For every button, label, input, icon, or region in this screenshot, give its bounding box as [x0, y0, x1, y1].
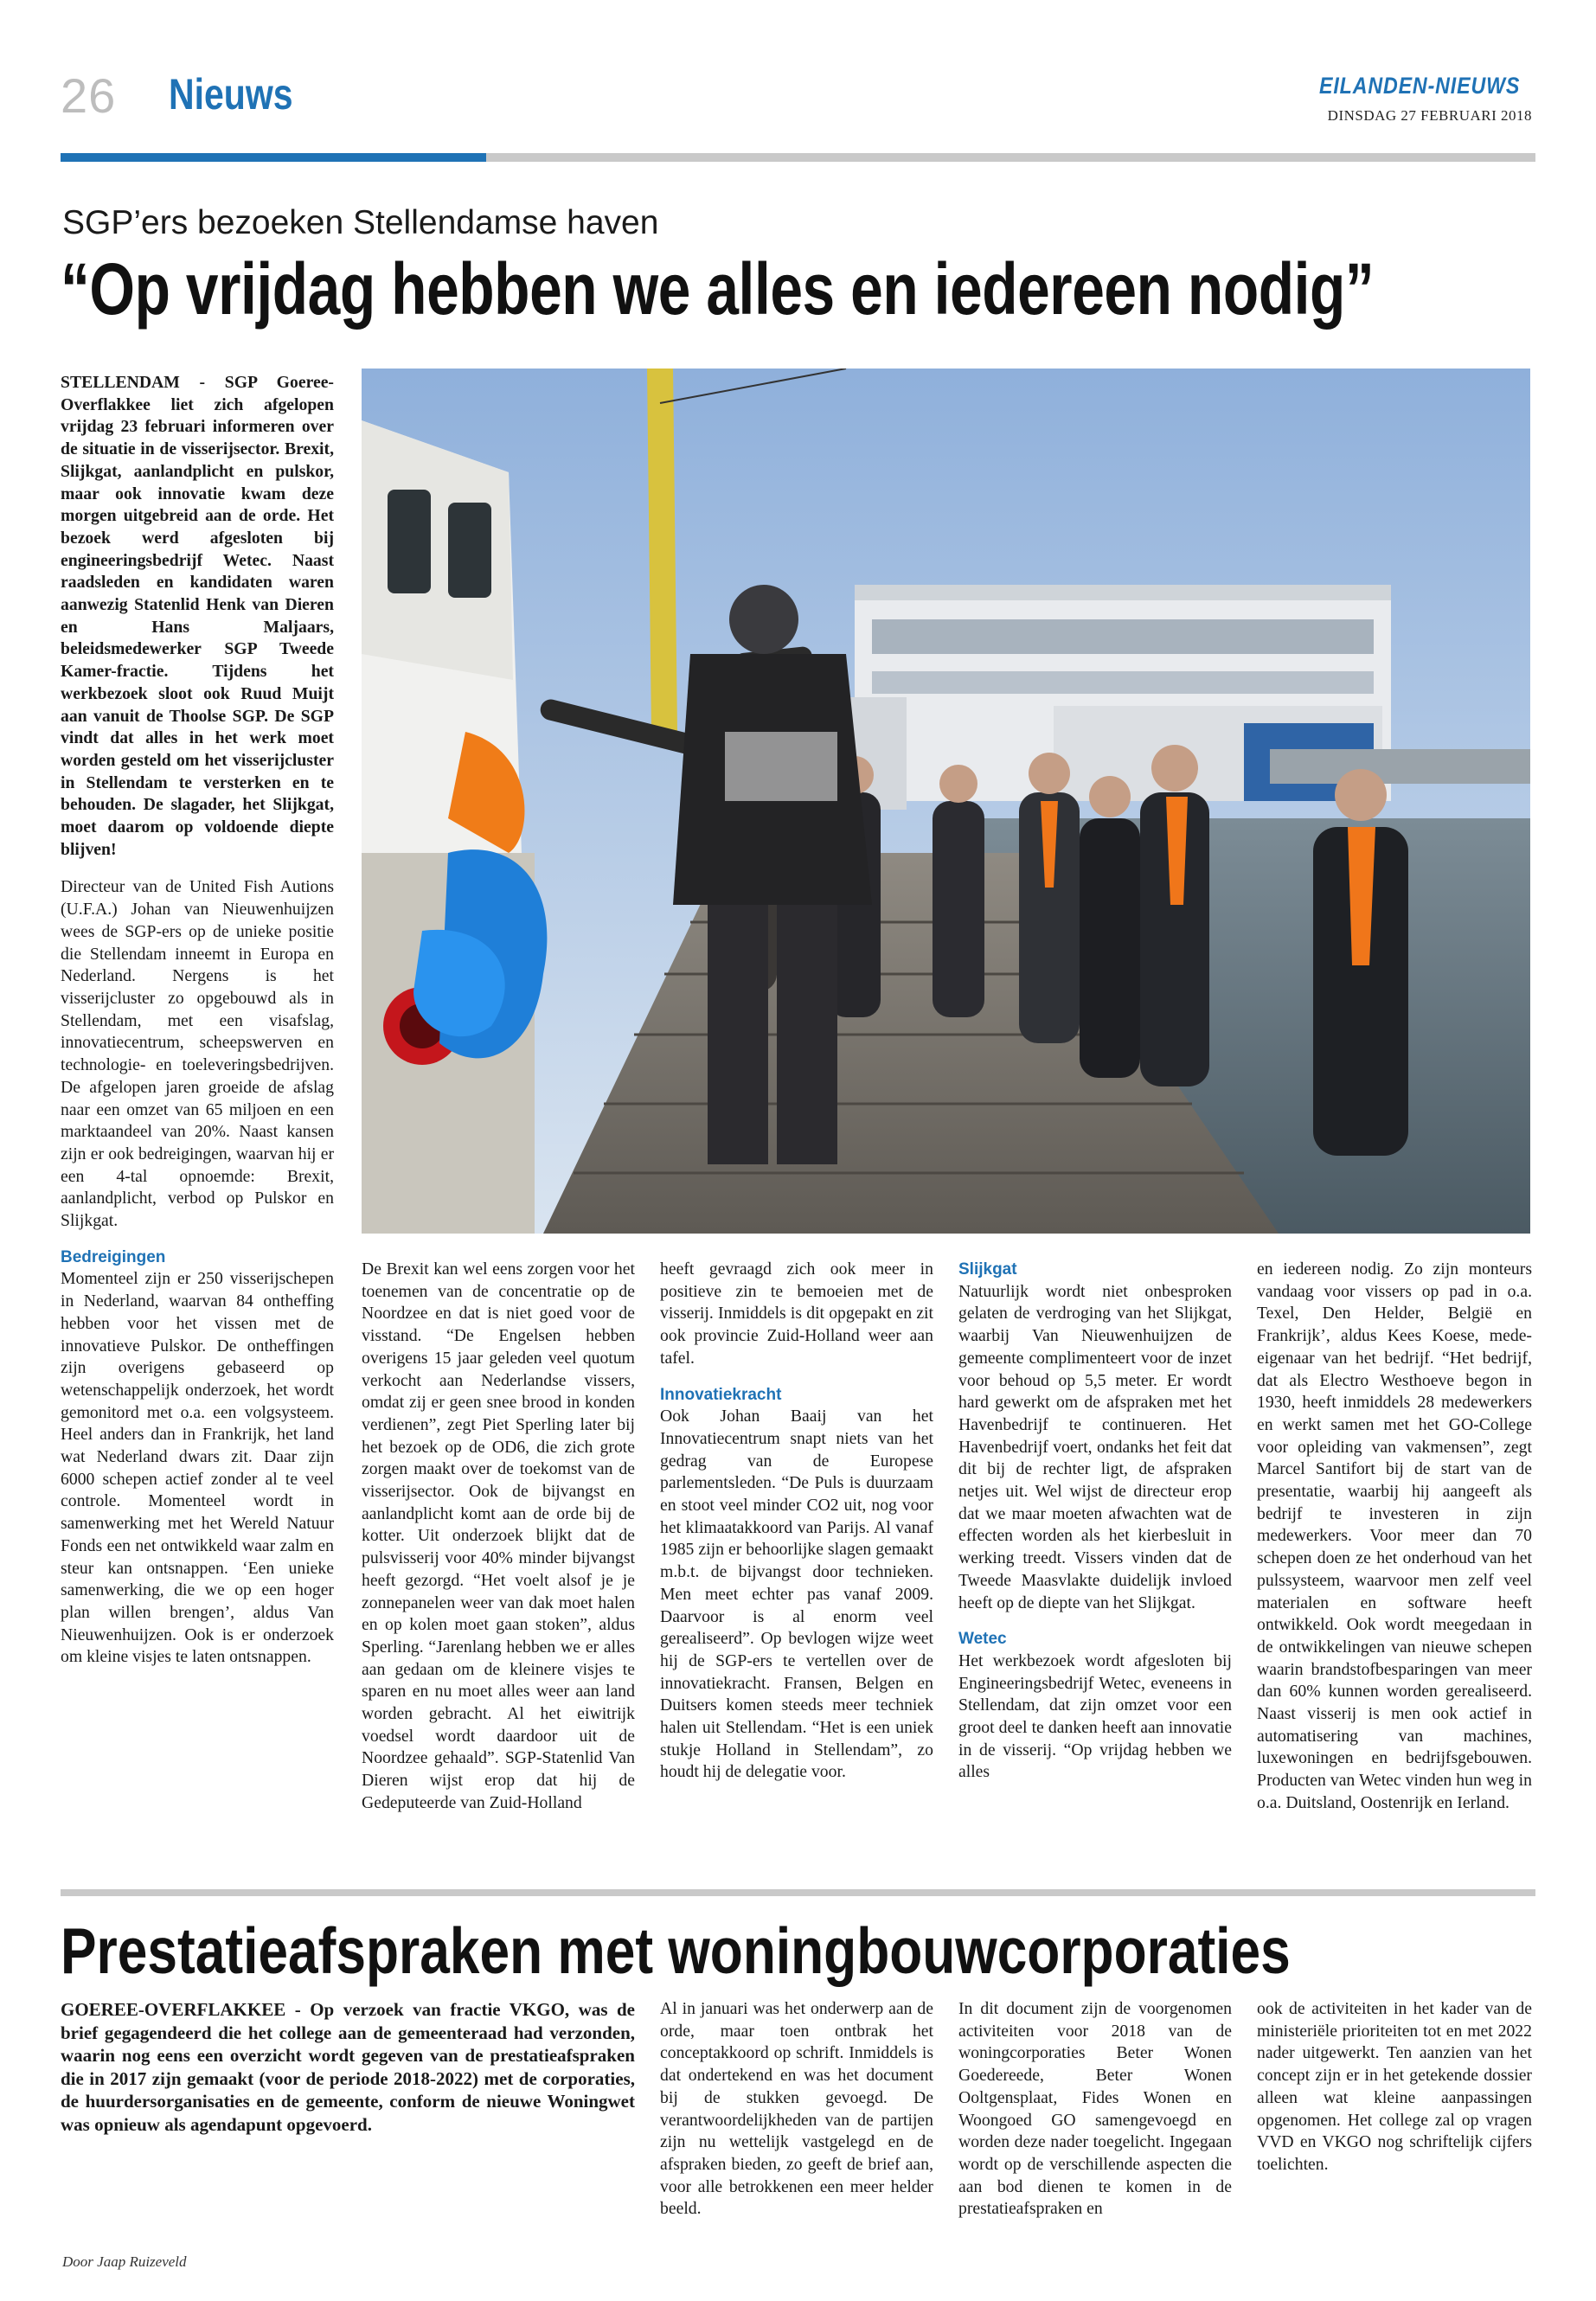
- article-paragraph: Natuurlijk wordt niet onbesproken gelaten de verdroging van het Slijkgat, waarbij Van Nieuwenhuijzen de gemeente complimenteert voor de inzet voor behoud op 5,5 meter. Er wordt hard gewerkt om de afspraken met het Havenbedrijf te continueren. Het Havenbedrijf voert, ondanks het feit dat dit bij de rechter ligt, de afspraken netjes uit. Wel wijst de directeur erop dat we maar moeten afwachten wat de effecten worden als het kierbesluit in werking treedt. Vissers vinden dat de Tweede Maasvlakte duidelijk invloed heeft op de diepte van het Slijkgat.: [958, 1281, 1232, 1612]
- article2-lead-column: [61, 1998, 635, 2136]
- article-headline: “Op vrijdag hebben we alles en iedereen nodig”: [61, 248, 1375, 330]
- article-photo: [362, 369, 1530, 1234]
- brand-logo: EILANDEN-NIEUWS: [1319, 73, 1521, 99]
- article-paragraph: heeft gevraagd zich ook meer in positieve zin te bemoeien met de visserij. Inmiddels is dit opgepakt en zit ook provincie Zuid-Holland weer aan tafel.: [660, 1259, 933, 1368]
- article-paragraph: Al in januari was het onderwerp aan de orde, maar toen ontbrak het conceptakkoord op schrift. Inmiddels is dat ondertekend en was het document bij de stukken gevoegd. De verantwoordelijkheden van de partijen zijn nu wettelijk vastgelegd en de afspraken bieden, zo geeft de brief aan, voor alle betrokkenen een meer helder beeld.: [660, 1999, 933, 2219]
- article-paragraph: Directeur van de United Fish Autions (U.F.A.) Johan van Nieuwenhuijzen wees de SGP-ers op de unieke positie die Stellendam inneemt in Europa en Nederland. Nergens is het visserijcluster zo opgebouwd als in Stellendam, met een visafslag, innovatiecentrum, scheepswerven en technologie- en toeleveringsbedrijven. De afgelopen jaren groeide de afslag naar een omzet van 65 miljoen en een marktaandeel van 20%. Naast kansen zijn er ook bedreigingen, waarvan hij er een 4-tal opnoemde: Brexit, aanlandplicht, verbod op Pulskor en Slijkgat.: [61, 877, 334, 1231]
- article-divider: [61, 1889, 1535, 1896]
- article-lead: STELLENDAM - SGP Goeree-Overflakkee liet zich afgelopen vrijdag 23 februari informeren over de situatie in de visserijsector. Brexit, Slijkgat, aanlandplicht en pulskor, maar ook innovatie kwam deze morgen uitgebreid aan de orde. Het bezoek werd afgesloten bij engineeringsbedrijf Wetec. Naast raadsleden en kandidaten waren aanwezig Statenlid Henk van Dieren en Hans Maljaars, beleidsmedewerker SGP Tweede Kamer-fractie. Tijdens het werkbezoek sloot ook Ruud Muijt aan vanuit de Thoolse SGP. De SGP vindt dat alles in het werk moet worden gesteld om het visserijcluster in Stellendam te versterken en te behouden. De slagader, het Slijkgat, moet daarom op voldoende diepte blijven!: [61, 373, 334, 859]
- page-number: 26: [61, 68, 117, 123]
- article-column-3: [660, 1259, 933, 1784]
- article-column-4: [958, 1259, 1232, 1784]
- article2-column-2: [660, 1998, 933, 2221]
- article-paragraph: De Brexit kan wel eens zorgen voor het toenemen van de concentratie op de Noordzee en dat is niet goed voor de visstand. “De Engelsen hebben overigens 15 jaar geleden veel quotum verkocht aan Nederlandse vissers, omdat zij er geen snee brood in konden verdienen”, zegt Piet Sperling later bij het bezoek op de OD6, die zich grote zorgen maakt over de toekomst van de visserijsector. Ook de bijvangst en aanlandplicht komt aan de orde bij de kotter. Uit onderzoek blijkt dat de pulsvisserij voor 40% minder bijvangst heeft gezorgd. “Het voelt alsof je je zonnepanelen weer van dak moet halen en op kolen moet gaan stoken”, aldus Sperling. “Jarenlang hebben we er alles aan gedaan om de kleinere visjes te sparen en nu moet alles weer aan land worden gebracht. Al het eiwitrijk voedsel wordt daardoor uit de Noordzee gehaald”. SGP-Statenlid Van Dieren wijst erop dat hij de Gedeputeerde van Zuid-Holland: [362, 1259, 635, 1812]
- article-paragraph: en iedereen nodig. Zo zijn monteurs vandaag voor vissers op pad in o.a. Texel, Den Helder, België en Frankrijk’, aldus Kees Koese, mede-eigenaar van het bedrijf. “Het bedrijf, dat als Electro Westhoeve begon in 1930, heeft inmiddels 28 medewerkers en werkt samen met het GO-College voor opleiding van vakmensen”, zegt Marcel Santifort bij de start van de presentatie, waarbij hij aangeeft als bedrijf te investeren in zijn medewerkers. Voor meer dan 70 schepen doen ze het onderhoud van het pulssysteem, waarvoor men zelf veel materialen en software heeft ontwikkeld. Ook wordt meegedaan in de ontwikkelingen van nieuwe schepen waarin brandstofbesparingen van meer dan 60% kunnen worden gerealiseerd. Naast visserij is men ook actief in automatisering van machines, luxewoningen en bedrijfsgebouwen. Producten van Wetec vinden hun weg in o.a. Duitsland, Oostenrijk en Ierland.: [1257, 1259, 1532, 1812]
- issue-date: DINSDAG 27 FEBRUARI 2018: [1327, 107, 1532, 124]
- article-paragraph: Ook Johan Baaij van het Innovatiecentrum snapt niets van het gedrag van de Europese parlementsleden. “De Puls is duurzaam en stoot veel minder CO2 uit, nog voor het klimaatakkoord van Parijs. Al vanaf 1985 zijn er behoorlijke slagen gemaakt m.b.t. de bijvangst door technieken. Men meet echter pas vanaf 2009. Daarvoor is al enorm veel gerealiseerd”. Op bevlogen wijze weet hij de SGP-ers te vertellen over de innovatiekracht. Fransen, Belgen en Duitsers komen steeds meer techniek halen uit Stellendam. “Het is een uniek stukje Holland in Stellendam”, zo houdt hij de delegatie voor.: [660, 1407, 933, 1782]
- article-column-2: [362, 1259, 635, 1815]
- article-column-1: [61, 372, 334, 1669]
- article2-lead: GOEREE-OVERFLAKKEE - Op verzoek van fractie VKGO, was de brief gegagendeerd die het college aan de gemeenteraad had verzonden, waarin nog eens een overzicht wordt gegeven van de prestatieafspraken die in 2017 zijn gemaakt (voor de periode 2018-2022) met de corporaties, de huurdersorganisaties en de gemeente, conform de nieuwe Woningwet was opnieuw als agendapunt opgevoerd.: [61, 1999, 635, 2135]
- article-paragraph: ook de activiteiten in het kader van de ministeriële prioriteiten tot en met 2022 nader uitgewerkt. Ten aanzien van het concept zijn er in het getekende dossier alleen wat kleine aanpassingen opgenomen. Het college zal op vragen VVD en VKGO nog schriftelijk cijfers toelichten.: [1257, 1999, 1532, 2174]
- subheading-wetec: Wetec: [958, 1630, 1007, 1649]
- subheading-slijkgat: Slijkgat: [958, 1260, 1017, 1279]
- article-column-5: [1257, 1259, 1532, 1815]
- section-title: Nieuws: [169, 70, 293, 119]
- byline: Door Jaap Ruizeveld: [62, 2253, 187, 2270]
- header-rule-accent: [61, 153, 486, 162]
- subheading-innovatiekracht: Innovatiekracht: [660, 1385, 782, 1404]
- article-paragraph: Momenteel zijn er 250 visserijschepen in Nederland, waarvan 84 ontheffing hebben voor het vissen met de innovatieve Pulskor. De ontheffingen zijn overigens gebaseerd op wetenschappelijk onderzoek, het wordt gemonitord met o.a. een volgsysteem. Heel anders dan in Frankrijk, het land wat Nederland dwars zit. Daar zijn 6000 schepen actief zonder al te veel controle. Momenteel wordt in samenwerking met het Wereld Natuur Fonds een net ontwikkeld waar zalm en steur kan ontsnappen. ‘Een unieke samenwerking, die we op een hoger plan willen brengen’, aldus Van Nieuwenhuijzen. Ook is er onderzoek om kleine visjes te laten ontsnappen.: [61, 1269, 334, 1667]
- article-kicker: SGP’ers bezoeken Stellendamse haven: [62, 204, 659, 241]
- article2-column-4: [1257, 1998, 1532, 2176]
- article-paragraph: Het werkbezoek wordt afgesloten bij Engineeringsbedrijf Wetec, eveneens in Stellendam, dat zijn omzet voor een groot deel te danken heeft aan innovatie in de visserij. “Op vrijdag hebben we alles: [958, 1650, 1232, 1782]
- article-paragraph: In dit document zijn de voorgenomen activiteiten voor 2018 van de woningcorporaties Beter Wonen Goedereede, Beter Wonen Ooltgensplaat, Fides Wonen en Woongoed GO samengevoegd en worden deze nader toegelicht. Ingegaan wordt op de verschillende aspecten die aan bod dienen te komen in de prestatieafspraken en: [958, 1999, 1232, 2219]
- subheading-bedreigingen: Bedreigingen: [61, 1247, 166, 1266]
- article2-headline: Prestatieafspraken met woningbouwcorporaties: [61, 1914, 1291, 1987]
- article2-column-3: [958, 1998, 1232, 2221]
